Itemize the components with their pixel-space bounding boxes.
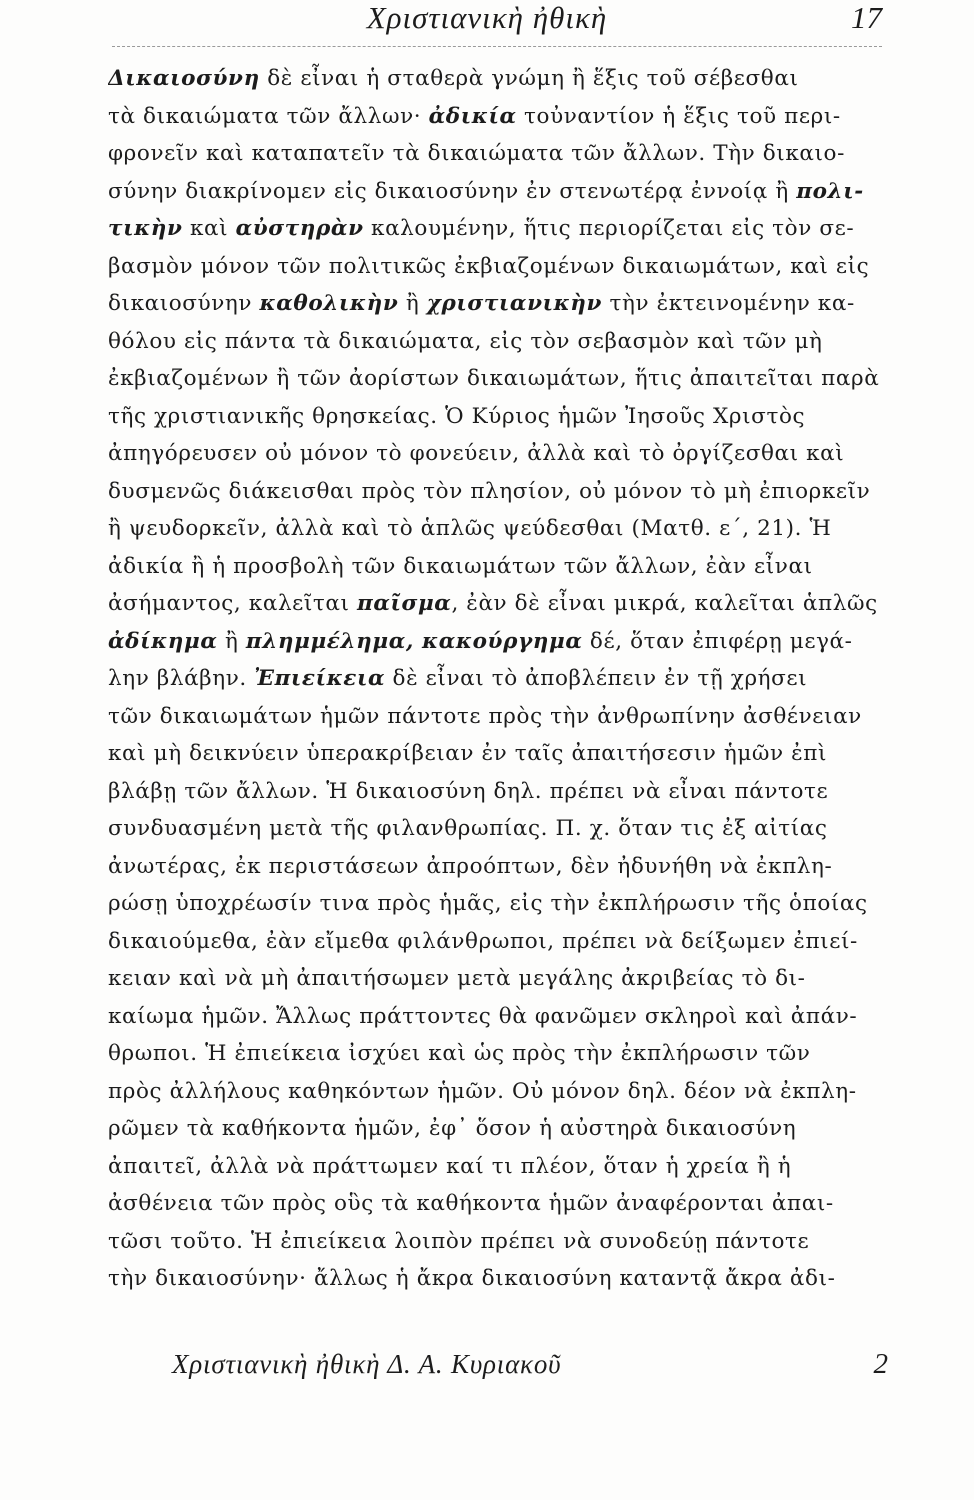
text-run: δυσμενῶς διάκεισθαι πρὸς τὸν πλησίον, οὐ μόνον τὸ μὴ ἐπιορκεῖν — [108, 478, 871, 504]
text-run: θρωποι. Ἡ ἐπιείκεια ἰσχύει καὶ ὡς πρὸς τὴν ἐκπλήρωσιν τῶν — [108, 1041, 811, 1066]
emphasized-term: πλημμέλημα, κακούργημα — [245, 628, 583, 654]
footer-signature: Χριστιανικὴ ἠθικὴ Δ. Α. Κυριακοῦ — [172, 1349, 562, 1379]
emphasized-term: ἀδικία — [428, 103, 517, 129]
text-run: βλάβῃ τῶν ἄλλων. Ἡ δικαιοσύνη δηλ. πρέπει νὰ εἶναι πάντοτε — [108, 778, 829, 804]
text-run: τῶσι τοῦτο. Ἡ ἐπιείκεια λοιπὸν πρέπει νὰ συνοδεύῃ πάντοτε — [108, 1228, 810, 1254]
text-run: δικαιοσύνην — [108, 291, 260, 316]
text-run: ρῶμεν τὰ καθήκοντα ἡμῶν, ἐφ᾽ ὅσον ἡ αὐστηρὰ δικαιοσύνη — [108, 1116, 797, 1141]
emphasized-term: καθολικὴν — [259, 291, 399, 316]
text-line — [108, 435, 906, 473]
text-line — [108, 585, 906, 623]
emphasized-term: ἀδίκημα — [108, 628, 218, 654]
text-run: , ἐὰν δὲ εἶναι μικρά, καλεῖται ἁπλῶς — [451, 591, 878, 616]
text-line — [108, 210, 906, 248]
text-line — [108, 1035, 906, 1073]
emphasized-term: αὐστηρὰν — [235, 216, 364, 241]
text-run: ρώσῃ ὑποχρέωσίν τινα πρὸς ἡμᾶς, εἰς τὴν ἐκπλήρωσιν τῆς ὁποίας — [108, 891, 868, 916]
emphasized-term: τικὴν — [108, 216, 183, 241]
text-line — [108, 1185, 906, 1223]
text-line — [108, 1148, 906, 1186]
text-run: ἢ — [398, 291, 427, 316]
text-line — [108, 135, 906, 173]
text-run: τῆς χριστιανικῆς θρησκείας. Ὁ Κύριος ἡμῶν Ἰησοῦς Χριστὸς — [108, 403, 806, 429]
emphasized-term: Δικαιοσύνη — [108, 66, 260, 91]
emphasized-term: παῖσμα — [357, 591, 452, 616]
text-run: λην βλάβην. — [108, 666, 255, 691]
text-line — [108, 960, 906, 998]
text-line — [108, 848, 906, 886]
text-line — [108, 548, 906, 586]
text-line — [108, 923, 906, 961]
text-run: ἀσήμαντος, καλεῖται — [108, 591, 358, 616]
text-line — [108, 660, 906, 698]
text-line — [108, 323, 906, 361]
running-title: Χριστιανικὴ ἠθικὴ — [366, 0, 608, 35]
page-footer — [0, 1346, 974, 1386]
text-run: δέ, ὅταν ἐπιφέρῃ μεγά- — [582, 628, 853, 654]
text-line — [108, 1073, 906, 1111]
body-text — [108, 60, 906, 1298]
text-run: φρονεῖν καὶ καταπατεῖν τὰ δικαιώματα τῶν ἄλλων. Τὴν δικαιο- — [108, 141, 845, 166]
text-run: ἀδικία ἢ ἡ προσβολὴ τῶν δικαιωμάτων τῶν ἄλλων, ἐὰν εἶναι — [108, 553, 813, 579]
text-line — [108, 773, 906, 811]
text-run: καλουμένην, ἥτις περιορίζεται εἰς τὸν σε- — [363, 216, 855, 241]
text-line — [108, 285, 906, 323]
text-run: τοὐναντίον ἡ ἕξις τοῦ περι- — [516, 103, 841, 129]
page-number: 17 — [851, 0, 882, 35]
text-line — [108, 360, 906, 398]
text-line — [108, 1110, 906, 1148]
text-line — [108, 1223, 906, 1261]
text-line — [108, 60, 906, 98]
text-run: ἐκβιαζομένων ἢ τῶν ἀορίστων δικαιωμάτων, ἥτις ἀπαιτεῖται παρὰ — [108, 366, 880, 391]
text-line — [108, 510, 906, 548]
text-run: τὴν δικαιοσύνην· ἄλλως ἡ ἄκρα δικαιοσύνη καταντᾷ ἄκρα ἀδι- — [108, 1266, 836, 1291]
text-run: τὰ δικαιώματα τῶν ἄλλων· — [108, 103, 429, 129]
running-head — [0, 0, 974, 40]
text-run: καὶ — [182, 216, 236, 241]
text-line — [108, 623, 906, 661]
text-line — [108, 1260, 906, 1298]
text-line — [108, 735, 906, 773]
text-run: ἀνωτέρας, ἐκ περιστάσεων ἀπροόπτων, δὲν ἠδυνήθη νὰ ἐκπλη- — [108, 853, 833, 879]
text-line — [108, 810, 906, 848]
text-run: καίωμα ἡμῶν. Ἄλλως πράττοντες θὰ φανῶμεν σκληροὶ καὶ ἀπάν- — [108, 1003, 858, 1029]
text-line — [108, 885, 906, 923]
text-run: σύνην διακρίνομεν εἰς δικαιοσύνην ἐν στενωτέρᾳ ἐννοίᾳ ἢ — [108, 178, 797, 204]
text-run: ἀπηγόρευσεν οὐ μόνον τὸ φονεύειν, ἀλλὰ καὶ τὸ ὀργίζεσθαι καὶ — [108, 441, 845, 466]
header-divider — [112, 46, 882, 47]
emphasized-term: Ἐπιείκεια — [254, 666, 386, 691]
text-run: τῶν δικαιωμάτων ἡμῶν πάντοτε πρὸς τὴν ἀνθρωπίνην ἀσθένειαν — [108, 703, 862, 729]
text-run: τὴν ἐκτεινομένην κα- — [602, 291, 855, 316]
text-line — [108, 998, 906, 1036]
text-run: πρὸς ἀλλήλους καθηκόντων ἡμῶν. Οὐ μόνον δηλ. δέον νὰ ἐκπλη- — [108, 1078, 857, 1104]
text-run: δικαιούμεθα, ἐὰν εἴμεθα φιλάνθρωποι, πρέπει νὰ δείξωμεν ἐπιεί- — [108, 928, 858, 954]
text-run: βασμὸν μόνον τῶν πολιτικῶς ἐκβιαζομένων δικαιωμάτων, καὶ εἰς — [108, 253, 870, 279]
signature-mark: 2 — [873, 1348, 888, 1380]
text-run: ἢ — [217, 628, 246, 654]
text-run: καὶ μὴ δεικνύειν ὑπερακρίβειαν ἐν ταῖς ἀπαιτήσεσιν ἡμῶν ἐπὶ — [108, 741, 828, 766]
text-run: ἢ ψευδορκεῖν, ἀλλὰ καὶ τὸ ἁπλῶς ψεύδεσθαι (Ματθ. ε΄, 21). Ἡ — [108, 516, 832, 541]
text-line — [108, 398, 906, 436]
text-line — [108, 248, 906, 286]
text-run: συνδυασμένη μετὰ τῆς φιλανθρωπίας. Π. χ. ὅταν τις ἐξ αἰτίας — [108, 816, 828, 841]
text-line — [108, 173, 906, 211]
text-run: θόλου εἰς πάντα τὰ δικαιώματα, εἰς τὸν σεβασμὸν καὶ τῶν μὴ — [108, 328, 823, 354]
text-run: δὲ εἶναι τὸ ἀποβλέπειν ἐν τῇ χρήσει — [385, 666, 808, 691]
text-line — [108, 473, 906, 511]
text-run: ἀσθένεια τῶν πρὸς οὓς τὰ καθήκοντα ἡμῶν ἀναφέρονται ἀπαι- — [108, 1191, 834, 1216]
text-line — [108, 698, 906, 736]
text-line — [108, 98, 906, 136]
emphasized-term: χριστιανικὴν — [426, 291, 603, 316]
emphasized-term: πολι- — [796, 178, 864, 204]
text-run: δὲ εἶναι ἡ σταθερὰ γνώμη ἢ ἕξις τοῦ σέβεσθαι — [259, 66, 799, 91]
text-run: κειαν καὶ νὰ μὴ ἀπαιτήσωμεν μετὰ μεγάλης ἀκριβείας τὸ δι- — [108, 966, 806, 991]
text-run: ἀπαιτεῖ, ἀλλὰ νὰ πράττωμεν καί τι πλέον, ὅταν ἡ χρεία ἢ ἡ — [108, 1153, 792, 1179]
